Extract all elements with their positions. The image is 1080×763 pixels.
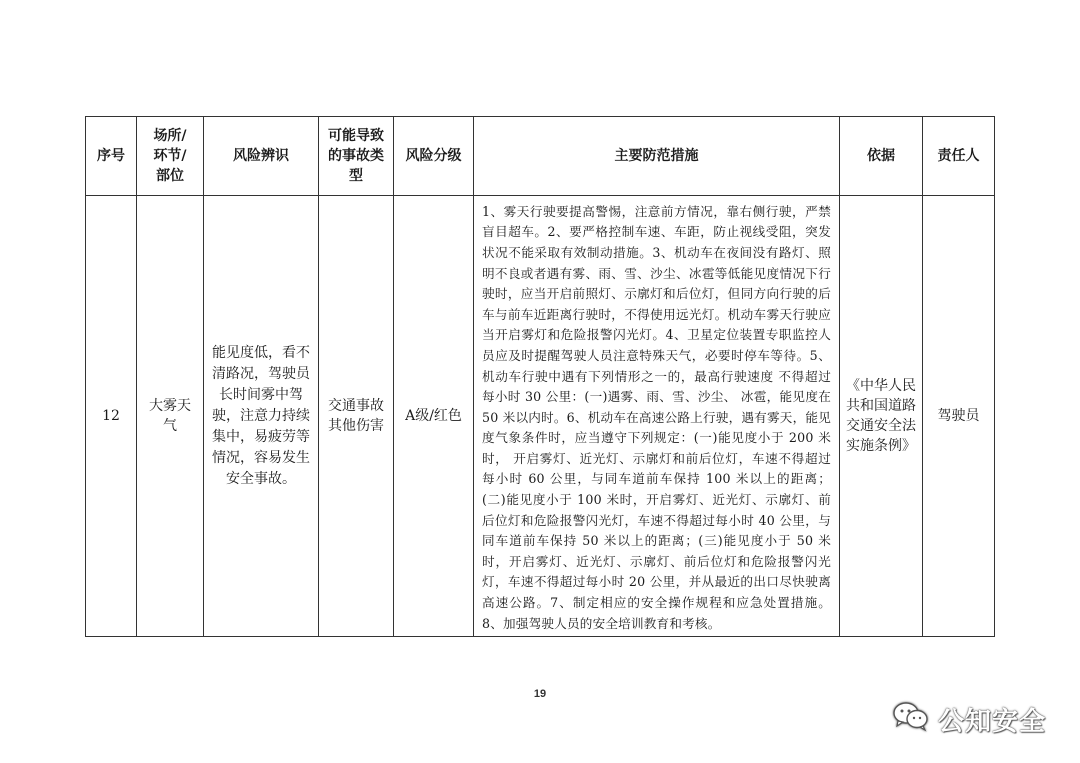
header-no: 序号 bbox=[86, 117, 137, 196]
wechat-icon bbox=[892, 700, 930, 739]
watermark-text: 公知安全 bbox=[937, 707, 1046, 737]
cell-basis: 《中华人民共和国道路交通安全法实施条例》 bbox=[840, 196, 923, 637]
watermark bbox=[892, 700, 1046, 739]
header-measures: 主要防范措施 bbox=[474, 117, 840, 196]
cell-owner: 驾驶员 bbox=[923, 196, 995, 637]
header-risk: 风险辨识 bbox=[204, 117, 319, 196]
header-owner: 责任人 bbox=[923, 117, 995, 196]
header-location: 场所/环节/部位 bbox=[137, 117, 204, 196]
cell-location: 大雾天气 bbox=[137, 196, 204, 637]
cell-grade: A级/红色 bbox=[394, 196, 474, 637]
table-header-row bbox=[86, 117, 995, 196]
risk-table bbox=[85, 116, 995, 637]
header-accident: 可能导致的事故类型 bbox=[319, 117, 394, 196]
cell-no: 12 bbox=[86, 196, 137, 637]
header-grade: 风险分级 bbox=[394, 117, 474, 196]
page-number: 19 bbox=[533, 688, 547, 700]
cell-accident: 交通事故其他伤害 bbox=[319, 196, 394, 637]
cell-risk: 能见度低，看不清路况，驾驶员长时间雾中驾驶，注意力持续集中，易疲劳等情况，容易发生安全事故。 bbox=[204, 196, 319, 637]
table-row bbox=[86, 196, 995, 637]
cell-measures: 1、雾天行驶要提高警惕，注意前方情况，靠右侧行驶，严禁盲目超车。2、要严格控制车速、车距，防止视线受阻，突发状况不能采取有效制动措施。3、机动车在夜间没有路灯、照明不良或者遇有雾、雨、雪、沙尘、冰雹等低能见度情况下行驶时，应当开启前照灯、示廓灯和后位灯，但同方向行驶的后车与前车近距离行驶时，不得使用远光灯。机动车雾天行驶应当开启雾灯和危险报警闪光灯。4、卫星定位装置专职监控人员应及时提醒驾驶人员注意特殊天气，必要时停车等待。5、机动车行驶中遇有下列情形之一的，最高行驶速度 不得超过每小时 30 公里：(一)遇雾、雨、雪、沙尘、 冰雹，能见度在 50 米以内时。6、机动车在高速公路上行驶，遇有雾天，能见度气象条件时，应当遵守下列规定：(一)能见度小于 200 米时， 开启雾灯、近光灯、示廓灯和前后位灯，车速不得超过每小时 60 公里，与同车道前车保持 100 米以上的距离；(二)能见度小于 100 米时，开启雾灯、近光灯、示廓灯、前后位灯和危险报警闪光灯，车速不得超过每小时 40 公里，与同车道前车保持 50 米以上的距离；(三)能见度小于 50 米时，开启雾灯、近光灯、示廓灯、前后位灯和危险报警闪光灯，车速不得超过每小时 20 公里，并从最近的出口尽快驶离高速公路。7、制定相应的安全操作规程和应急处置措施。8、加强驾驶人员的安全培训教育和考核。 bbox=[474, 196, 840, 637]
header-basis: 依据 bbox=[840, 117, 923, 196]
